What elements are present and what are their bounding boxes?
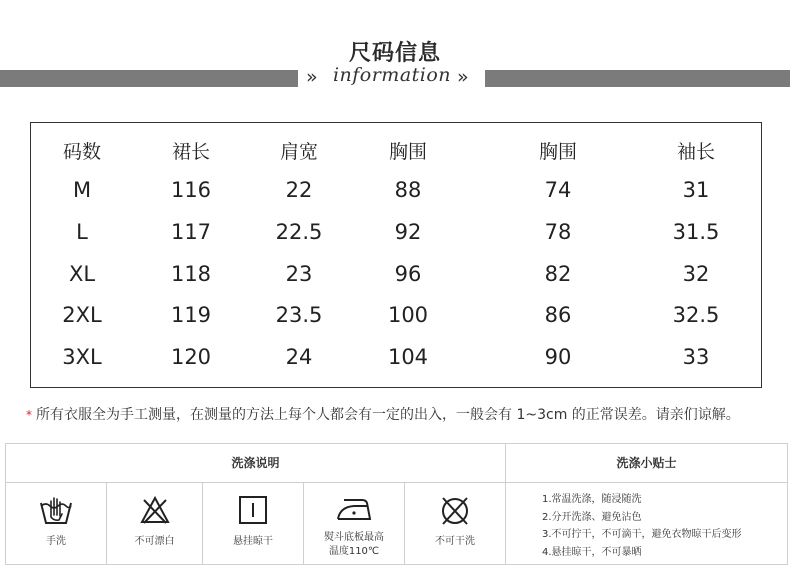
care-label: 悬挂晾干 (233, 536, 273, 547)
size-cell: 120 (170, 345, 212, 369)
measurement-note (26, 404, 740, 424)
size-cell: 24 (285, 345, 313, 369)
tips-list (542, 491, 742, 561)
size-cell: 31.5 (672, 220, 720, 244)
size-cell: 96 (394, 262, 422, 286)
page-subtitle: information (332, 64, 452, 86)
size-header-cell: 胸围 (538, 141, 578, 163)
care-item-iron (304, 483, 405, 565)
size-cell: 92 (394, 220, 422, 244)
tip-item: 2.分开洗涤、避免沾色 (542, 511, 642, 523)
size-cell: 78 (544, 220, 572, 244)
tip-item: 4.悬挂晾干，不可暴晒 (542, 546, 642, 558)
care-item-hang-dry (203, 483, 304, 565)
size-cell: 22 (285, 178, 313, 202)
size-cell: 23 (285, 262, 313, 286)
size-header-cell: 肩宽 (279, 141, 319, 163)
size-header-cell: 裙长 (171, 141, 211, 163)
size-cell: 119 (170, 303, 212, 327)
size-table (30, 122, 762, 388)
size-cell: 118 (170, 262, 212, 286)
care-label: 熨斗底板最高 (324, 532, 384, 543)
size-cell: 32 (682, 262, 710, 286)
size-cell: 117 (170, 220, 212, 244)
note-star-icon: * (26, 408, 32, 422)
no-dry-clean-icon (438, 495, 472, 527)
iron-icon (334, 495, 374, 523)
header-band-left (0, 70, 298, 87)
size-cell: L (76, 220, 88, 244)
washing-tips-table (505, 443, 788, 565)
hang-dry-icon (238, 495, 268, 525)
care-label: 不可干洗 (435, 536, 475, 547)
size-header-cell: 码数 (62, 141, 102, 163)
size-cell: 22.5 (275, 220, 323, 244)
size-cell: 2XL (62, 303, 102, 327)
size-cell: 33 (682, 345, 710, 369)
size-cell: 116 (170, 178, 212, 202)
size-cell: 86 (544, 303, 572, 327)
care-label-temperature: 温度110℃ (328, 546, 380, 557)
size-cell: 88 (394, 178, 422, 202)
page-title: 尺码信息 (348, 41, 441, 66)
chevron-right-icon: » (457, 66, 469, 88)
care-item-no-bleach (107, 483, 203, 565)
size-cell: 74 (544, 178, 572, 202)
size-cell: 23.5 (275, 303, 323, 327)
hand-wash-icon (38, 495, 74, 527)
note-text: 所有衣服全为手工测量，在测量的方法上每个人都会有一定的出入，一般会有 1~3cm 的正常误差。请亲们谅解。 (36, 407, 740, 423)
size-cell: 82 (544, 262, 572, 286)
chevron-left-icon: » (306, 66, 318, 88)
size-cell: 3XL (62, 345, 102, 369)
no-bleach-icon (139, 495, 171, 525)
care-item-hand-wash (6, 483, 107, 565)
size-header-cell: 胸围 (388, 141, 428, 163)
care-title: 洗涤说明 (6, 444, 505, 483)
size-cell: 104 (387, 345, 429, 369)
size-header-cell: 袖长 (676, 141, 716, 163)
tip-item: 1.常温洗涤，随浸随洗 (542, 494, 642, 505)
care-label: 手洗 (46, 536, 66, 547)
tips-title: 洗涤小贴士 (506, 444, 787, 483)
care-instructions-table (5, 443, 506, 565)
size-cell: M (72, 178, 92, 202)
care-label: 不可漂白 (134, 536, 175, 547)
size-cell: 100 (387, 303, 429, 327)
size-cell: XL (68, 262, 96, 286)
size-cell: 90 (544, 345, 572, 369)
size-cell: 31 (682, 178, 710, 202)
care-item-no-dry-clean (405, 483, 505, 565)
size-cell: 32.5 (672, 303, 720, 327)
header-band-right (485, 70, 790, 87)
tip-item: 3.不可拧干，不可滴干，避免衣物晾干后变形 (542, 529, 742, 540)
